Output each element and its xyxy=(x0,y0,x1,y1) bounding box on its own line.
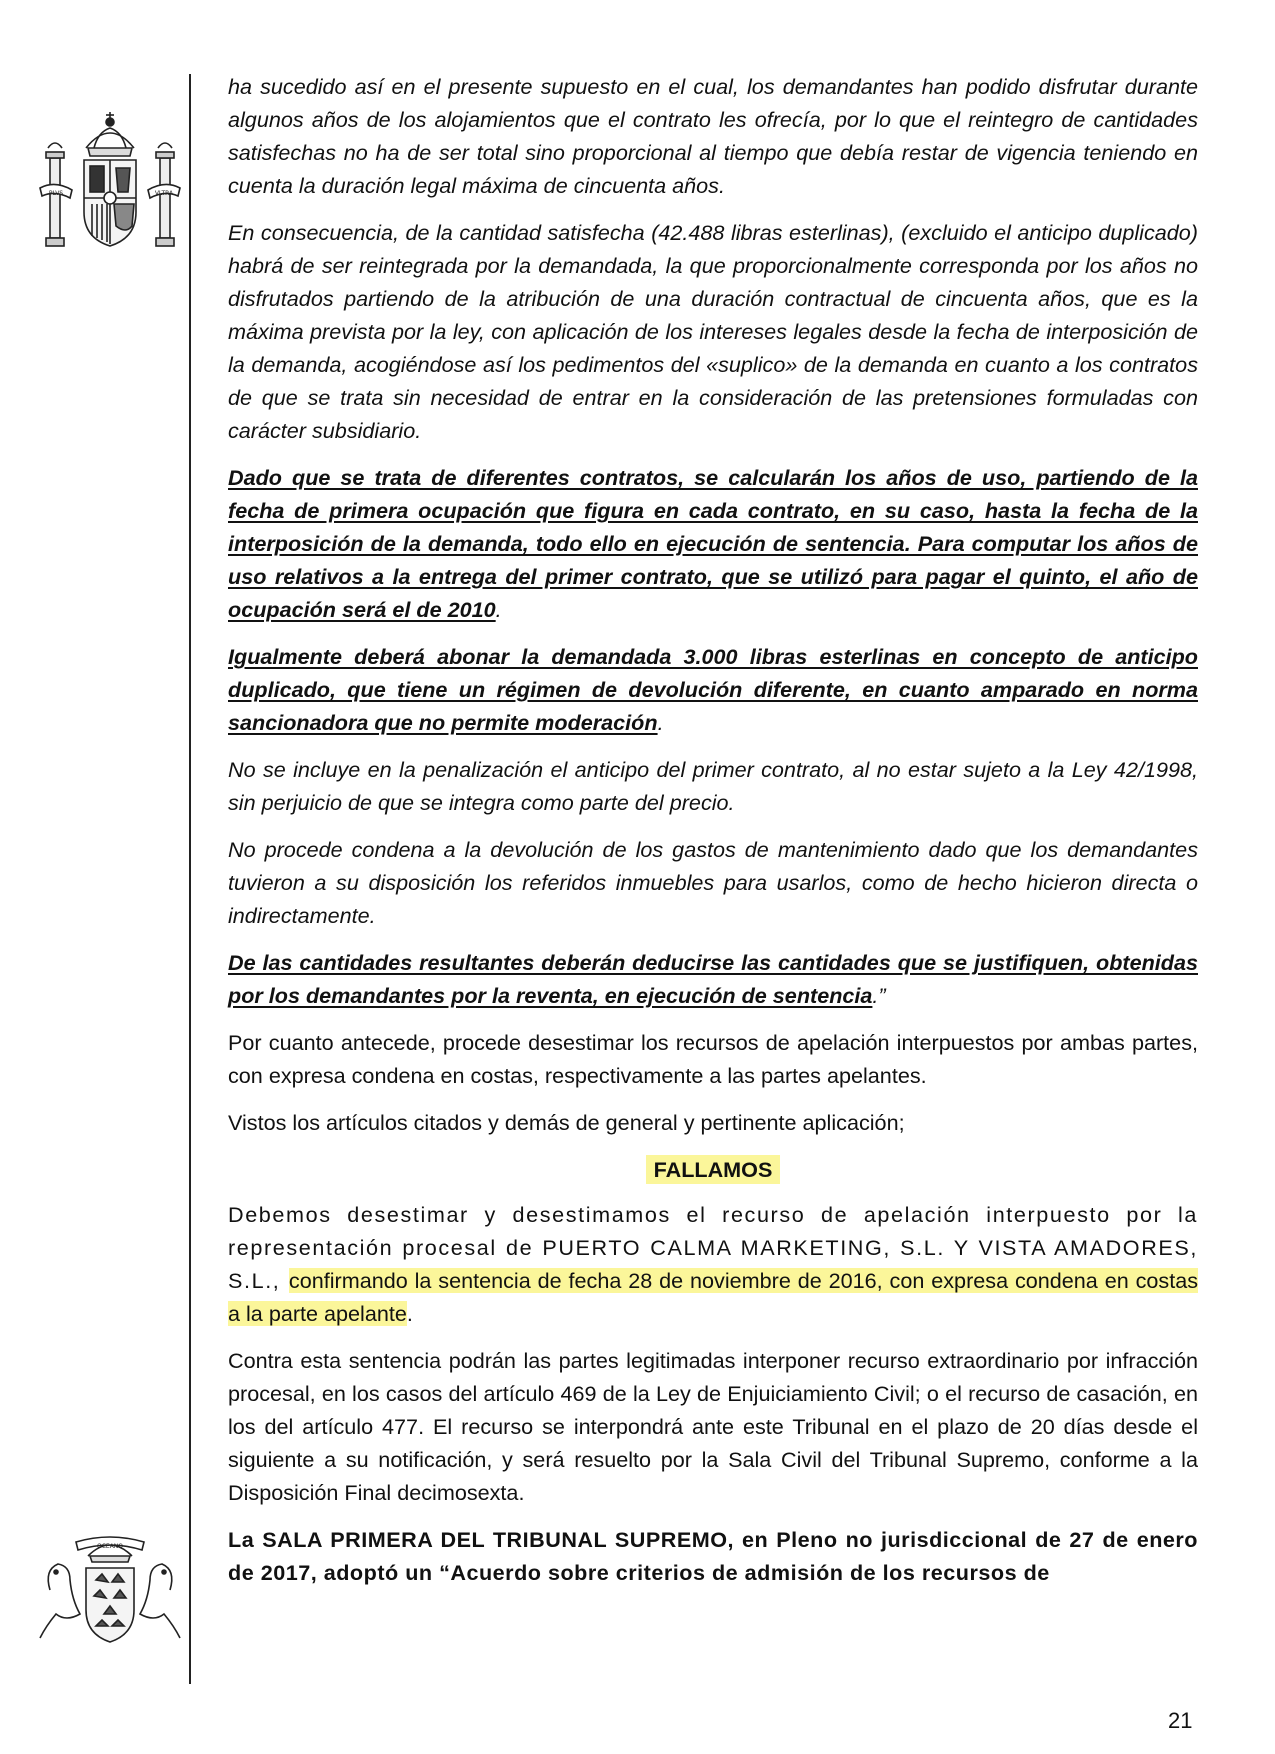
paragraph-4 xyxy=(228,640,1198,739)
paragraph-7-tail: .” xyxy=(872,983,886,1008)
page-number: 21 xyxy=(1168,1708,1193,1733)
motto-left: PLVS xyxy=(48,190,64,197)
paragraph-9: Vistos los artículos citados y demás de general y pertinente aplicación; xyxy=(228,1110,905,1135)
paragraph-7 xyxy=(228,946,1198,1012)
paragraph-3-tail: . xyxy=(495,597,502,622)
paragraph-3-emphasis: Dado que se trata de diferentes contratos, se calcularán los años de uso, partiendo de la fecha de primera ocupación que figura en cada contrato, en su caso, hasta la fecha de la interposición de la demanda, todo ello en ejecución de sentencia. Para computar los años de uso relativos a la entrega del primer contrato, que se utilizó para pagar el quinto, el año de ocupación será el de 2010 xyxy=(228,465,1198,622)
paragraph-6-text: No procede condena a la devolución de los gastos de mantenimiento dado que los demandantes tuvieron a su disposición los referidos inmuebles para usarlos, como de hecho hicieron directa o indirectamente. xyxy=(228,837,1198,928)
paragraph-8: Por cuanto antecede, procede desestimar los recursos de apelación interpuestos por ambas partes, con expresa condena en costas, respectivamente a las partes apelantes. xyxy=(228,1030,1198,1088)
canarias-coat-of-arms-emblem xyxy=(36,1530,184,1654)
paragraph-2: En consecuencia, de la cantidad satisfecha (42.488 libras esterlinas), (excluido el anticipo duplicado) habrá de ser reintegrada por la demandada, la que proporcionalmente corresponda por los años no disfrutados partiendo de la atribución de una duración contractual de cincuenta años, que es la máxima prevista por la ley, con aplicación de los intereses legales desde la fecha de interposición de la demanda, acogiéndose así los pedimentos del «suplico» de la demanda en cuanto a los contratos de que se trata sin necesidad de entrar en la consideración de las pretensiones formuladas con carácter subsidiario. xyxy=(228,220,1198,443)
document-body xyxy=(228,70,1198,1603)
fallamos-heading-row xyxy=(228,1153,1198,1186)
ribbon-text: OCEANO xyxy=(96,1543,124,1550)
paragraph-3 xyxy=(228,461,1198,626)
paragraph-7-emphasis: De las cantidades resultantes deberán deducirse las cantidades que se justifiquen, obtenidas por los demandantes por la reventa, en ejecución de sentencia xyxy=(228,950,1198,1008)
margin-rule xyxy=(189,74,191,1684)
paragraph-6 xyxy=(228,833,1198,932)
paragraph-11: Contra esta sentencia podrán las partes legitimadas interponer recurso extraordinario por infracción procesal, en los casos del artículo 469 de la Ley de Enjuiciamiento Civil; o el recurso de casación, en los del artículo 477. El recurso se interpondrá ante este Tribunal en el plazo de 20 días desde el siguiente a su notificación, y será resuelto por la Sala Civil del Tribunal Supremo, conforme a la Disposición Final decimosexta. xyxy=(228,1348,1198,1505)
spain-coat-of-arms-emblem xyxy=(36,108,184,260)
motto-right: VLTRA xyxy=(154,190,174,197)
paragraph-10-highlight: confirmando la sentencia de fecha 28 de noviembre de 2016, con expresa condena en costas a la parte apelante xyxy=(228,1268,1198,1326)
paragraph-10-tail: . xyxy=(406,1301,413,1326)
paragraph-10 xyxy=(228,1198,1198,1330)
paragraph-5: No se incluye en la penalización el anticipo del primer contrato, al no estar sujeto a la Ley 42/1998, sin perjuicio de que se integra como parte del precio. xyxy=(228,757,1198,815)
fallamos-heading: FALLAMOS xyxy=(646,1155,781,1184)
paragraph-4-emphasis: Igualmente deberá abonar la demandada 3.000 libras esterlinas en concepto de anticipo duplicado, que tiene un régimen de devolución diferente, en cuanto amparado en norma sancionadora que no permite moderación xyxy=(228,644,1198,735)
paragraph-1: ha sucedido así en el presente supuesto en el cual, los demandantes han podido disfrutar durante algunos años de los alojamientos que el contrato les ofrecía, por lo que el reintegro de cantidades satisfechas no ha de ser total sino proporcional al tiempo que debía restar de vigencia teniendo en cuenta la duración legal máxima de cincuenta años. xyxy=(228,74,1198,198)
paragraph-12: La SALA PRIMERA DEL TRIBUNAL SUPREMO, en Pleno no jurisdiccional de 27 de enero de 2017, adoptó un “Acuerdo sobre criterios de admisión de los recursos de xyxy=(228,1527,1198,1585)
paragraph-10-text: Debemos desestimar y desestimamos el recurso de apelación interpuesto por la representación procesal de PUERTO CALMA MARKETING, S.L. Y VISTA AMADORES, S.L., xyxy=(228,1202,1198,1293)
paragraph-4-tail: . xyxy=(657,710,664,735)
